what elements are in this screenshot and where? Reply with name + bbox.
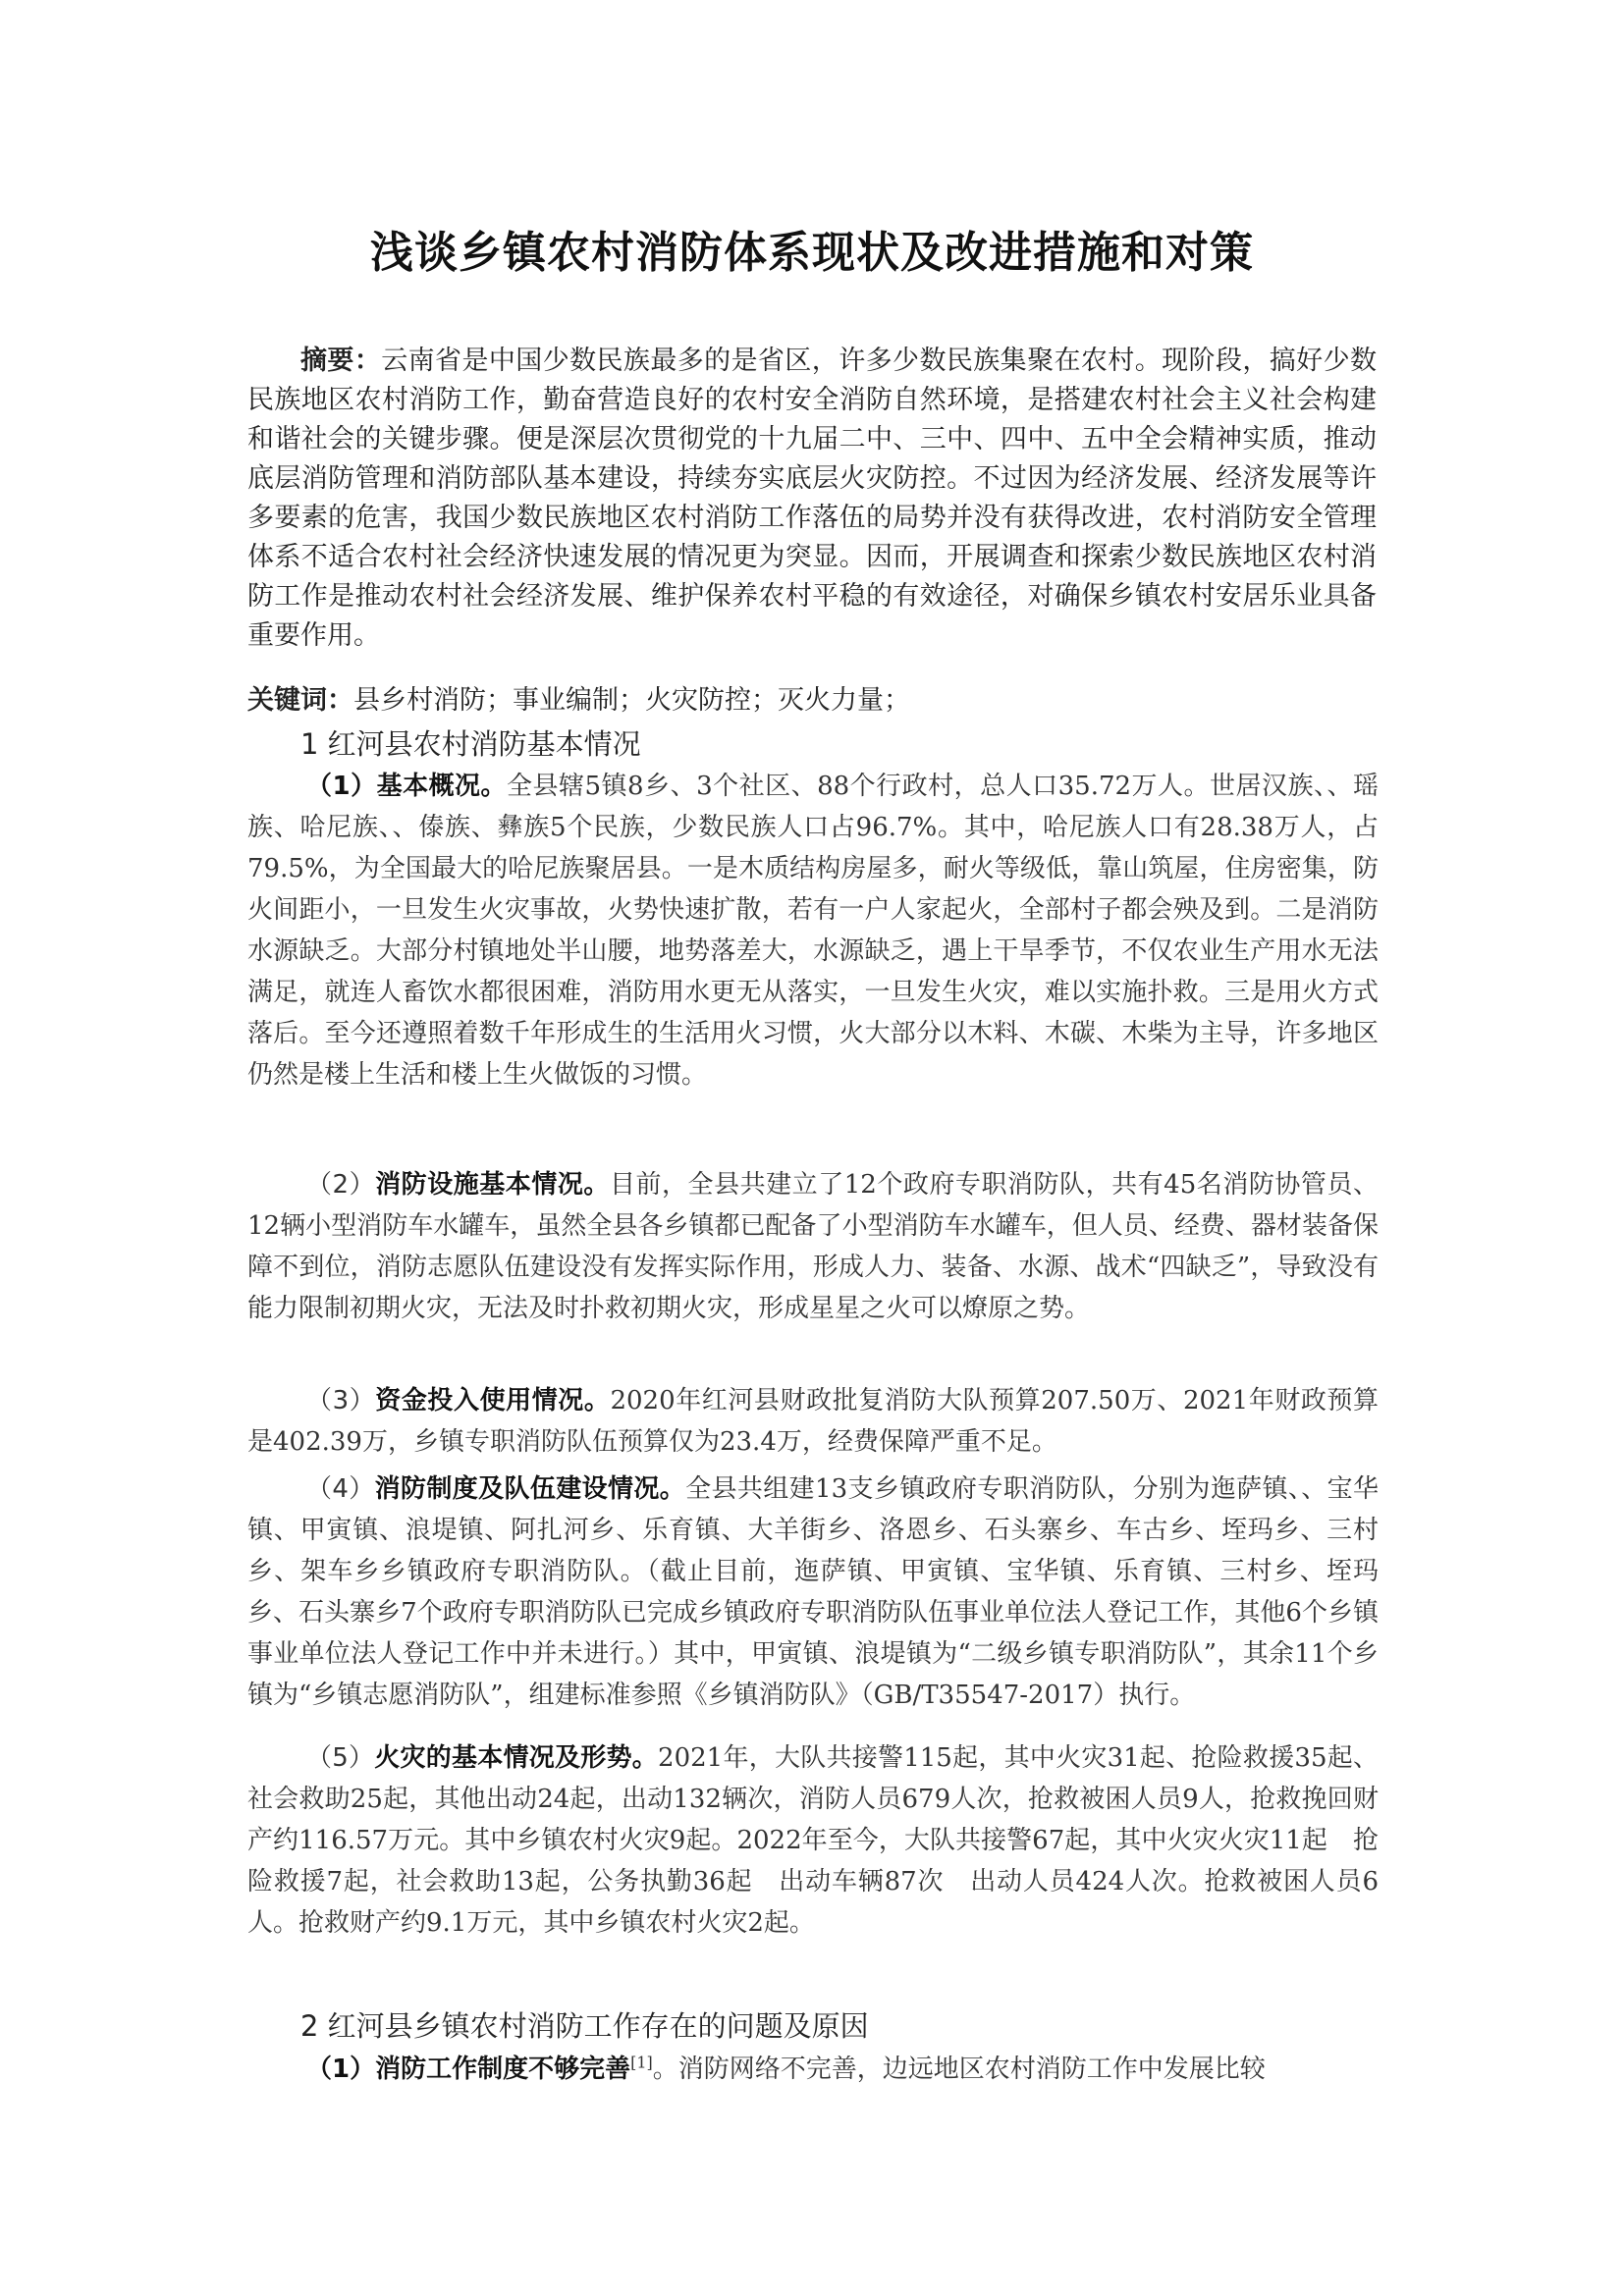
section-1-paragraph-4 [247,1468,1379,1716]
keywords-label: 关键词： [247,685,353,716]
paragraph-number: （1） [306,2055,376,2084]
paragraph-text: 2020年红河县财政批复消防大队预算207.50万、2021年财政预算是402.39万，乡镇专职消防队伍预算仅为23.4万，经费保障严重不足。 [247,1386,1380,1457]
paragraph-lead: 消防工作制度不够完善 [375,2055,631,2084]
section-2-paragraph-1 [247,2049,1379,2090]
keywords [247,681,1377,721]
paragraph-lead: 消防设施基本情况。 [375,1170,610,1200]
paragraph-text: 全县共组建13支乡镇政府专职消防队，分别为迤萨镇、、宝华镇、甲寅镇、浪堤镇、阿扎河乡、乐育镇、大羊街乡、洛恩乡、石头寨乡、车古乡、垤玛乡、三村乡、架车乡乡镇政府专职消防队。（截止目前，迤萨镇、甲寅镇、宝华镇、乐育镇、三村乡、垤玛乡、石头寨乡7个政府专职消防队已完成乡镇政府专职消防队伍事业单位法人登记工作，其他6个乡镇事业单位法人登记工作中并未进行。）其中，甲寅镇、浪堤镇为“二级乡镇专职消防队”，其余11个乡镇为“乡镇志愿消防队”，组建标准参照《乡镇消防队》（GB/T35547-2017）执行。 [247,1474,1379,1710]
paragraph-lead: 基本概况。 [376,772,508,801]
paragraph-text: 2021年，大队共接警115起，其中火灾31起、抢险救援35起、社会救助25起，其他出动24起，出动132辆次，消防人员679人次，抢救被困人员9人，抢救挽回财产约116.57万元。其中乡镇农村火灾9起。2022年至今，大队共接警67起，其中火灾火灾11起 抢险救援7起，社会救助13起，公务执勤36起 出动车辆87次 出动人员424人次。抢救被困人员6人。抢救财产约9.1万元，其中乡镇农村火灾2起。 [247,1743,1379,1938]
abstract [247,342,1377,656]
section-1-paragraph-2 [247,1164,1379,1329]
section-1-paragraph-5 [247,1737,1379,1944]
paragraph-lead: 消防制度及队伍建设情况。 [374,1474,686,1504]
paragraph-lead: 资金投入使用情况。 [375,1386,611,1415]
keywords-text: 县乡村消防；事业编制；火灾防控；灭火力量； [353,685,910,716]
paragraph-number: （3） [306,1386,376,1415]
abstract-text: 云南省是中国少数民族最多的是省区，许多少数民族集聚在农村。现阶段，搞好少数民族地区农村消防工作，勤奋营造良好的农村安全消防自然环境，是搭建农村社会主义社会构建和谐社会的关键步骤。便是深层次贯彻党的十九届二中、三中、四中、五中全会精神实质，推动底层消防管理和消防部队基本建设，持续夯实底层火灾防控。不过因为经济发展、经济发展等许多要素的危害，我国少数民族地区农村消防工作落伍的局势并没有获得改进，农村消防安全管理体系不适合农村社会经济快速发展的情况更为突显。因而，开展调查和探索少数民族地区农村消防工作是推动农村社会经济发展、维护保养农村平稳的有效途径，对确保乡镇农村安居乐业具备重要作用。 [247,346,1378,651]
paragraph-number: （1） [306,772,377,801]
paragraph-lead: 火灾的基本情况及形势。 [374,1743,659,1773]
document-title: 浅谈乡镇农村消防体系现状及改进措施和对策 [370,228,1254,278]
paragraph-number: （5） [306,1743,375,1773]
paragraph-text: 。消防网络不完善，边远地区农村消防工作中发展比较 [652,2055,1266,2084]
section-1-heading: 1 红河县农村消防基本情况 [300,727,641,761]
citation-reference[interactable]: [1] [630,2053,653,2072]
section-1-paragraph-3 [247,1380,1379,1463]
section-2-heading: 2 红河县乡镇农村消防工作存在的问题及原因 [300,2009,869,2043]
abstract-label: 摘要： [300,346,382,376]
paragraph-text: 目前，全县共建立了12个政府专职消防队，共有45名消防协管员、12辆小型消防车水罐车，虽然全县各乡镇都已配备了小型消防车水罐车，但人员、经费、器材装备保障不到位，消防志愿队伍建设没有发挥实际作用，形成人力、装备、水源、战术“四缺乏”，导致没有能力限制初期火灾，无法及时扑救初期火灾，形成星星之火可以燎原之势。 [247,1170,1379,1323]
paragraph-number: （2） [306,1170,376,1200]
section-1-paragraph-1 [247,766,1379,1095]
paragraph-number: （4） [306,1474,375,1504]
paragraph-text: 全县辖5镇8乡、3个社区、88个行政村，总人口35.72万人。世居汉族、、瑶族、哈尼族、、傣族、彝族5个民族，少数民族人口占96.7%。其中，哈尼族人口有28.38万人，占79.5%，为全国最大的哈尼族聚居县。一是木质结构房屋多，耐火等级低，靠山筑屋，住房密集，防火间距小，一旦发生火灾事故，火势快速扩散，若有一户人家起火，全部村子都会殃及到。二是消防水源缺乏。大部分村镇地处半山腰，地势落差大，水源缺乏，遇上干旱季节，不仅农业生产用水无法满足，就连人畜饮水都很困难，消防用水更无从落实，一旦发生火灾，难以实施扑救。三是用火方式落后。至今还遵照着数千年形成生的生活用火习惯，火大部分以木料、木碳、木柴为主导，许多地区仍然是楼上生活和楼上生火做饭的习惯。 [247,772,1379,1090]
